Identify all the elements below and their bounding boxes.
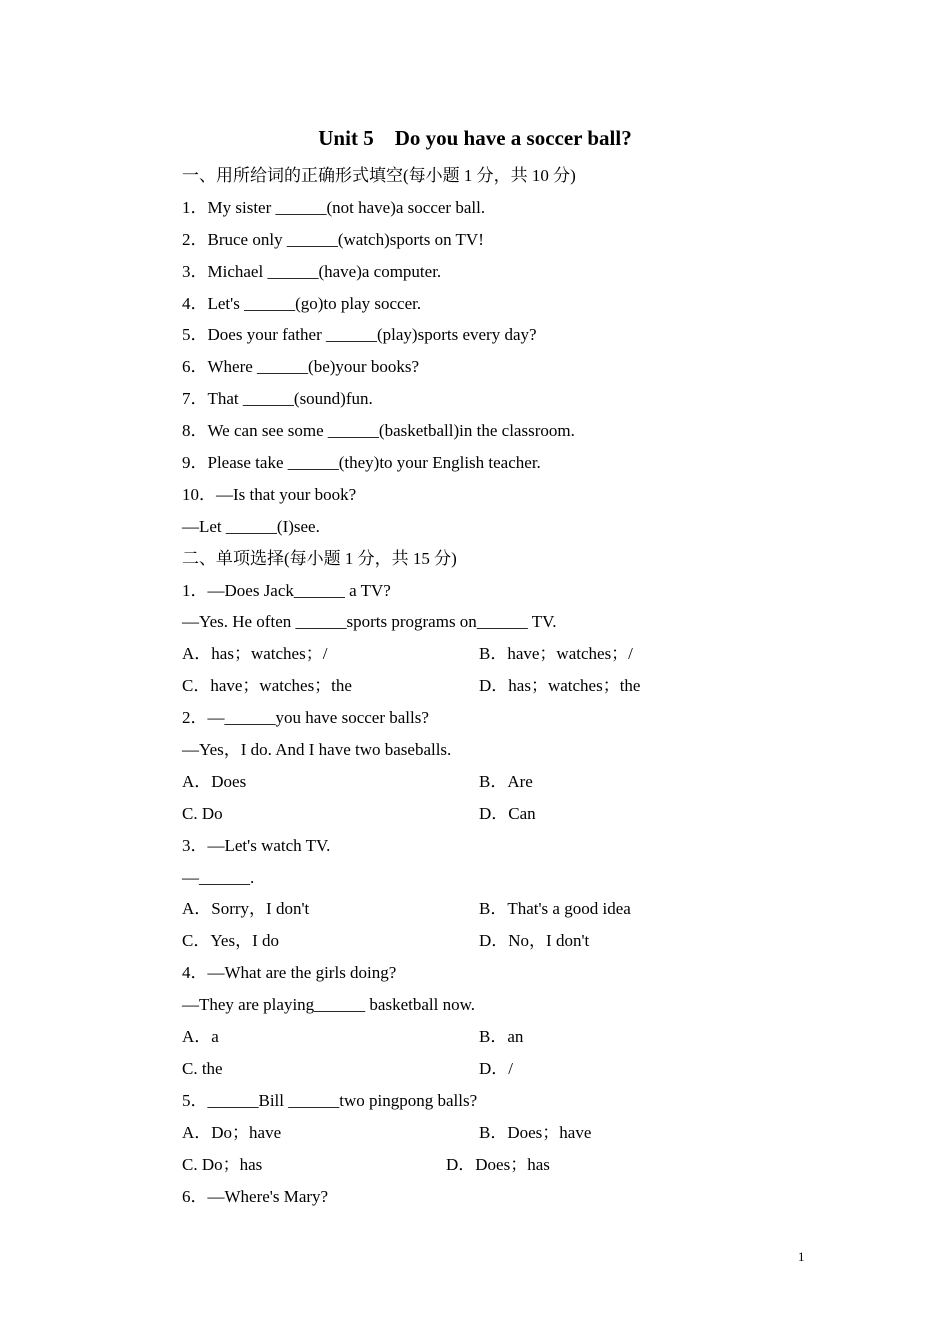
q2-option-d: D．Can	[479, 803, 536, 823]
section1-item-8: 8．We can see some ______(basketball)in the classroom.	[182, 421, 575, 441]
q3-options-row-1	[182, 893, 782, 925]
q5-option-c: C. Do；has	[182, 1154, 263, 1174]
q3-options-row-2	[182, 925, 782, 957]
q1-reply: —Yes. He often ______sports programs on______ TV.	[182, 612, 557, 632]
q1-option-d: D．has；watches；the	[479, 676, 641, 696]
q4-options-row-2	[182, 1053, 782, 1085]
q2-option-a: A．Does	[182, 771, 247, 791]
q3-option-c: C．Yes，I do	[182, 931, 279, 951]
q2-options-row-2	[182, 798, 782, 830]
q4-question: 4．—What are the girls doing?	[182, 963, 397, 983]
q3-question: 3．—Let's watch TV.	[182, 835, 331, 855]
q1-options-row-2	[182, 670, 782, 702]
q1-option-c: C．have；watches；the	[182, 676, 352, 696]
q5-option-d: D．Does；has	[446, 1154, 550, 1174]
section1-item-2: 2．Bruce only ______(watch)sports on TV!	[182, 229, 484, 249]
q4-option-a: A．a	[182, 1027, 219, 1047]
worksheet-body	[182, 160, 782, 1212]
q5-options-row-2	[182, 1149, 782, 1181]
q1-option-b: B．have；watches；/	[479, 644, 633, 664]
q3-option-b: B．That's a good idea	[479, 899, 631, 919]
section1-item-10: 10．—Is that your book?	[182, 484, 357, 504]
q5-options-row-1	[182, 1117, 782, 1149]
q5-option-b: B．Does；have	[479, 1122, 592, 1142]
q4-option-b: B．an	[479, 1027, 524, 1047]
q2-question: 2．—______you have soccer balls?	[182, 708, 429, 728]
section1-item-3: 3．Michael ______(have)a computer.	[182, 261, 442, 281]
section1-item-10-reply: —Let ______(I)see.	[182, 516, 320, 536]
q4-option-c: C. the	[182, 1058, 223, 1078]
section1-item-5: 5．Does your father ______(play)sports every day?	[182, 325, 537, 345]
q4-reply: —They are playing______ basketball now.	[182, 995, 476, 1015]
q2-options-row-1	[182, 766, 782, 798]
q3-reply: —______.	[182, 867, 255, 887]
q5-question: 5．______Bill ______two pingpong balls?	[182, 1090, 478, 1110]
section1-item-4: 4．Let's ______(go)to play soccer.	[182, 293, 422, 313]
section1-item-1: 1．My sister ______(not have)a soccer ball.	[182, 197, 486, 217]
q4-options-row-1	[182, 1021, 782, 1053]
q5-option-a: A．Do；have	[182, 1122, 282, 1142]
q4-option-d: D．/	[479, 1058, 513, 1078]
section1-heading: 一、用所给词的正确形式填空(每小题 1 分，共 10 分)	[182, 166, 576, 185]
q3-option-d: D．No，I don't	[479, 931, 590, 951]
q3-option-a: A．Sorry，I don't	[182, 899, 310, 919]
page-title: Unit 5 Do you have a soccer ball?	[318, 126, 632, 150]
q2-option-c: C. Do	[182, 803, 223, 823]
page-number: 1	[798, 1249, 805, 1264]
q1-options-row-1	[182, 638, 782, 670]
q6-question: 6．—Where's Mary?	[182, 1186, 329, 1206]
section1-item-6: 6．Where ______(be)your books?	[182, 357, 419, 377]
q1-question: 1．—Does Jack______ a TV?	[182, 580, 391, 600]
section1-item-7: 7．That ______(sound)fun.	[182, 389, 373, 409]
section1-item-9: 9．Please take ______(they)to your English teacher.	[182, 453, 541, 473]
section2-heading: 二、单项选择(每小题 1 分，共 15 分)	[182, 548, 457, 568]
q2-option-b: B．Are	[479, 771, 533, 791]
q2-reply: —Yes，I do. And I have two baseballs.	[182, 740, 452, 760]
q1-option-a: A．has；watches；/	[182, 644, 328, 664]
